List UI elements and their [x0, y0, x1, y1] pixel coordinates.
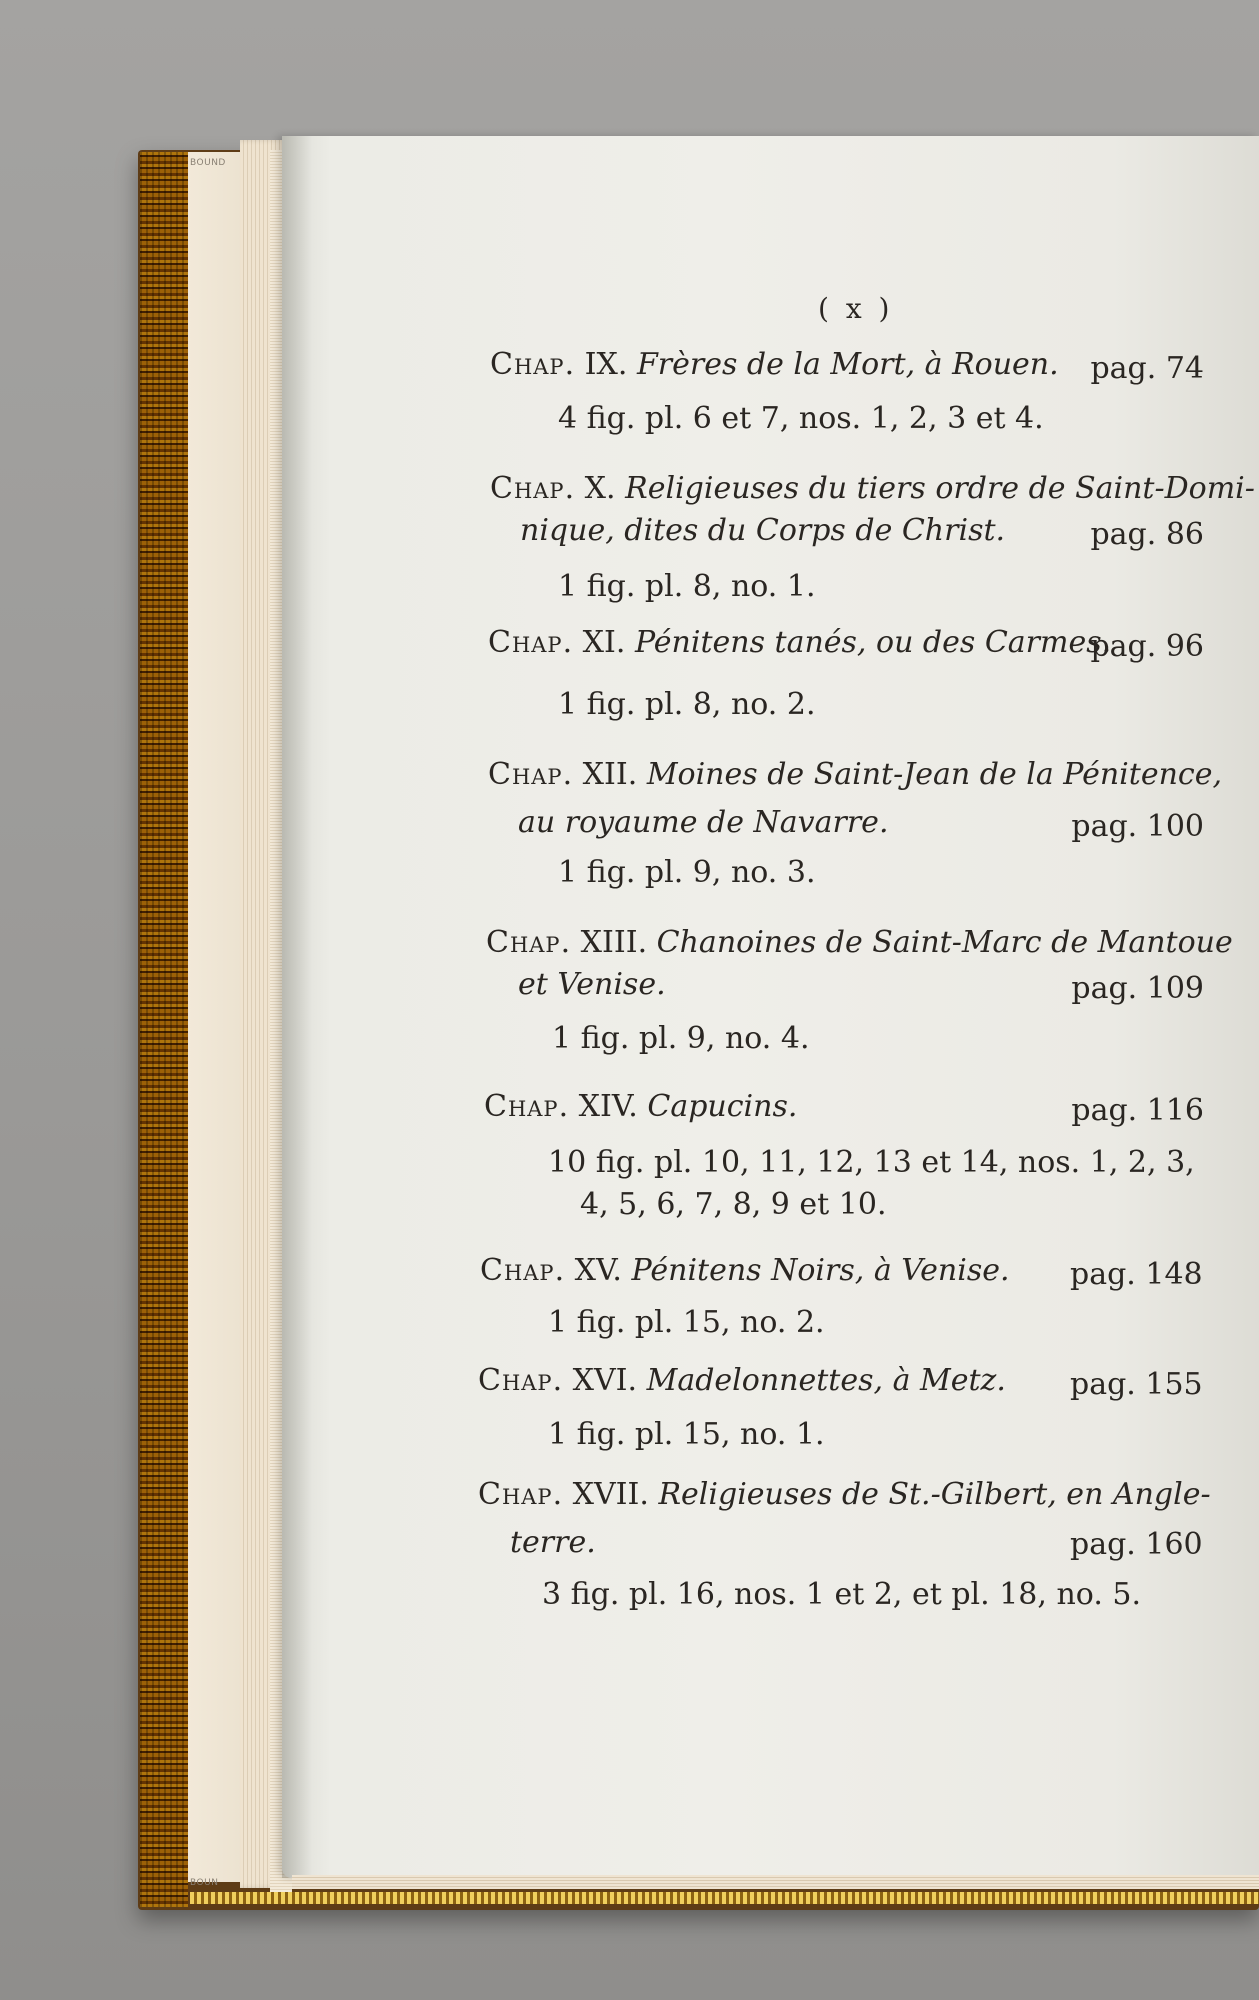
figure-reference: 1 fig. pl. 8, no. 2. [558, 687, 816, 722]
figure-reference-continued: 4, 5, 6, 7, 8, 9 et 10. [580, 1187, 887, 1222]
chapter-title: Madelonnettes, à Metz. [646, 1363, 1006, 1398]
chapter-title: Frères de la Mort, à Rouen. [636, 347, 1059, 382]
chapter-title: Capucins. [647, 1089, 798, 1124]
chapter-number: XIV. [578, 1089, 638, 1124]
chapter-title-continued: terre. [510, 1525, 596, 1560]
chapter-title-continued: au royaume de Navarre. [518, 805, 889, 840]
chapter-number: XIII. [580, 925, 648, 960]
chapter-label: Chap. [486, 925, 572, 960]
page-reference: pag. 109 [1071, 971, 1204, 1006]
chapter-title: Moines de Saint-Jean de la Pénitence, [646, 757, 1222, 792]
chapter-title-continued: et Venise. [518, 967, 666, 1002]
chapter-heading [478, 1364, 1006, 1398]
figure-reference: 3 fig. pl. 16, nos. 1 et 2, et pl. 18, no. 5. [542, 1577, 1142, 1612]
chapter-number: X. [584, 471, 616, 506]
chapter-title: Pénitens tanés, ou des Carmes. [634, 625, 1112, 660]
chapter-label: Chap. [484, 1089, 570, 1124]
chapter-number: XII. [582, 757, 638, 792]
page-reference: pag. 100 [1071, 809, 1204, 844]
chapter-number: XVI. [572, 1363, 638, 1398]
figure-reference: 1 fig. pl. 8, no. 1. [558, 569, 816, 604]
figure-reference: 1 fig. pl. 9, no. 4. [552, 1021, 810, 1056]
chapter-label: Chap. [480, 1253, 566, 1288]
page-reference: pag. 116 [1071, 1093, 1204, 1128]
chapter-label: Chap. [478, 1363, 564, 1398]
spine-label-bottom: BOUN [190, 1878, 219, 1888]
chapter-label: Chap. [490, 471, 576, 506]
chapter-label: Chap. [478, 1477, 564, 1512]
figure-reference: 4 fig. pl. 6 et 7, nos. 1, 2, 3 et 4. [558, 401, 1044, 436]
chapter-number: XV. [574, 1253, 622, 1288]
chapter-heading [490, 348, 1059, 382]
chapter-heading [480, 1254, 1010, 1288]
chapter-heading [488, 626, 1111, 660]
page-reference: pag. 74 [1090, 351, 1204, 386]
chapter-number: XVII. [572, 1477, 649, 1512]
chapter-title: Pénitens Noirs, à Venise. [631, 1253, 1010, 1288]
chapter-title: Religieuses de St.-Gilbert, en Angle- [658, 1477, 1211, 1512]
figure-reference: 1 fig. pl. 15, no. 2. [548, 1305, 825, 1340]
page-reference: pag. 86 [1090, 517, 1204, 552]
figure-reference: 10 fig. pl. 10, 11, 12, 13 et 14, nos. 1, 2, 3, [548, 1145, 1195, 1180]
chapter-heading [478, 1478, 1211, 1512]
figure-reference: 1 fig. pl. 9, no. 3. [558, 855, 816, 890]
spine-label-top: BOUND [190, 158, 226, 168]
chapter-heading [484, 1090, 797, 1124]
chapter-heading [488, 758, 1222, 792]
chapter-label: Chap. [488, 625, 574, 660]
chapter-title-continued: nique, dites du Corps de Christ. [520, 513, 1006, 548]
chapter-title: Religieuses du tiers ordre de Saint-Domi- [625, 471, 1255, 506]
figure-reference: 1 fig. pl. 15, no. 1. [548, 1417, 825, 1452]
chapter-title: Chanoines de Saint-Marc de Mantoue [656, 925, 1233, 960]
chapter-number: XI. [582, 625, 626, 660]
page-number-header: ( x ) [818, 292, 894, 325]
page-reference: pag. 148 [1070, 1257, 1203, 1292]
chapter-heading [490, 472, 1255, 506]
chapter-number: IX. [584, 347, 628, 382]
chapter-label: Chap. [488, 757, 574, 792]
chapter-label: Chap. [490, 347, 576, 382]
page-reference: pag. 155 [1070, 1367, 1203, 1402]
page-reference: pag. 96 [1090, 629, 1204, 664]
chapter-heading [486, 926, 1233, 960]
page-reference: pag. 160 [1070, 1527, 1203, 1562]
